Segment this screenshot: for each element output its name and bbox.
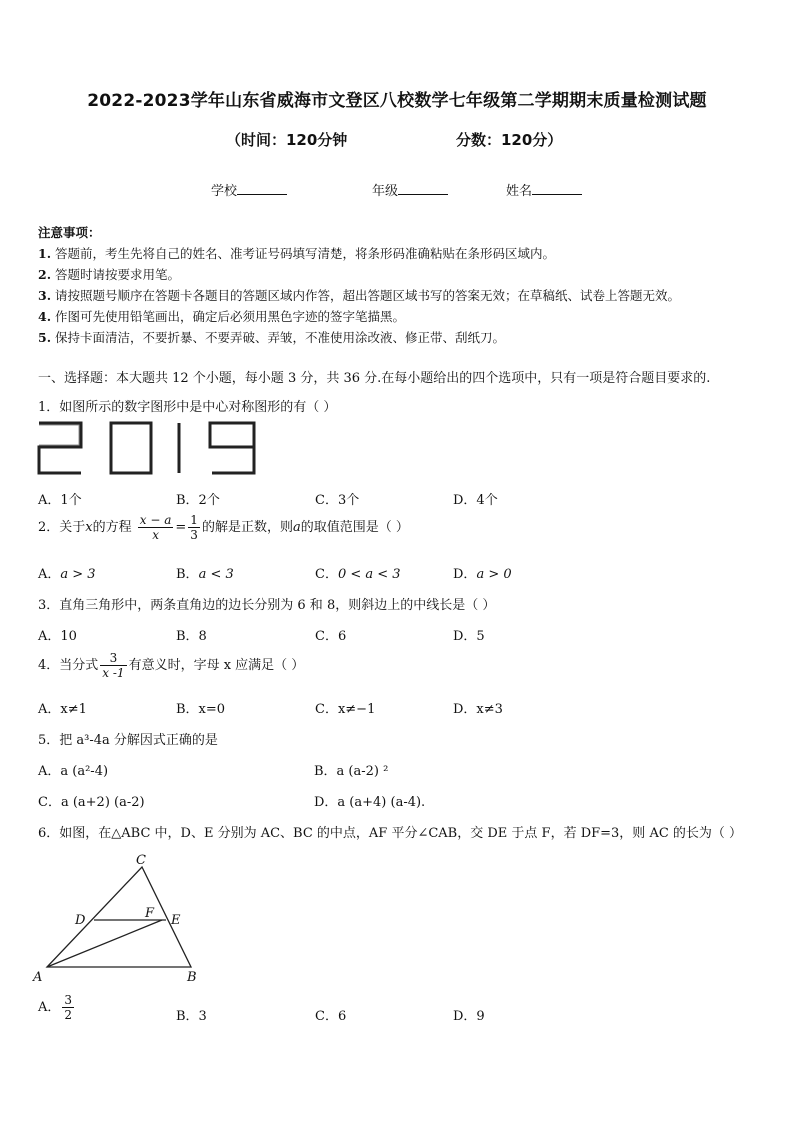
q2-option-a[interactable]: A．a > 3 [38, 567, 96, 582]
q4-option-a[interactable]: A．x≠1 [38, 702, 87, 717]
note-item: 4. 作图可先使用铅笔画出，确定后必须用黑色字迹的签字笔描黑。 [38, 309, 406, 324]
q2-option-c[interactable]: C．0 < a < 3 [315, 567, 401, 582]
q4-option-d[interactable]: D．x≠3 [453, 702, 503, 717]
q2-fraction-right: $\frac{1}{3}$ [190, 513, 198, 542]
question-4-stem: 4．当分式 $\frac{3}{x -1}$ 有意义时，字母 x 应满足（ ） [38, 651, 305, 680]
notes-heading: 注意事项： [38, 225, 101, 240]
grade-label: 年级 [372, 184, 399, 199]
q1-option-d[interactable]: D．4个 [453, 493, 498, 508]
digit-9-shape [210, 423, 254, 473]
exam-score: 分数：120分） [456, 131, 563, 149]
q3-option-d[interactable]: D．5 [453, 629, 485, 644]
q5-option-c[interactable]: C．a (a+2) (a-2) [38, 795, 145, 810]
label-e: E [171, 913, 181, 928]
note-item: 5. 保持卡面清洁，不要折暴、不要弄破、弄皱，不准使用涂改液、修正带、刮纸刀。 [38, 330, 506, 345]
note-item: 3. 请按照题号顺序在答题卡各题目的答题区域内作答，超出答题区域书写的答案无效；在草稿纸、试卷上答题无效。 [38, 288, 681, 303]
q2-fraction-left: $\frac{x - a}{x}$ [139, 513, 172, 542]
q6-option-a[interactable]: A． $\frac{3}{2}$ [38, 993, 73, 1022]
q5-option-d[interactable]: D．a (a+4) (a-4). [314, 795, 426, 810]
exam-time: （时间：120分钟 [226, 131, 348, 149]
question-5-stem: 5．把 a³-4a 分解因式正确的是 [38, 733, 218, 748]
page-title: 2022-2023学年山东省威海市文登区八校数学七年级第二学期期末质量检测试题 [87, 91, 707, 111]
label-f: F [145, 906, 155, 921]
digit-2-shape [39, 423, 81, 473]
digit-figure-2019 [36, 420, 258, 478]
triangle-abc [47, 867, 191, 967]
label-c: C [136, 853, 146, 868]
name-blank[interactable] [532, 182, 582, 195]
label-b: B [187, 970, 197, 985]
q4-fraction: $\frac{3}{x -1}$ [102, 651, 125, 680]
grade-blank[interactable] [398, 182, 448, 195]
q6-option-d[interactable]: D．9 [453, 1009, 485, 1024]
q1-option-b[interactable]: B．2个 [176, 493, 220, 508]
q3-option-a[interactable]: A．10 [38, 629, 77, 644]
q4-option-b[interactable]: B．x=0 [176, 702, 226, 717]
q5-option-a[interactable]: A．a (a²-4) [38, 764, 109, 779]
name-label: 姓名 [506, 184, 533, 199]
section-heading: 一、选择题：本大题共 12 个小题，每小题 3 分，共 36 分.在每小题给出的四个选项中，只有一项是符合题目要求的. [38, 371, 711, 386]
q6-optA-fraction: $\frac{3}{2}$ [64, 993, 73, 1022]
q6-option-c[interactable]: C．6 [315, 1009, 347, 1024]
q1-option-a[interactable]: A．1个 [38, 493, 82, 508]
q4-option-c[interactable]: C．x≠−1 [315, 702, 376, 717]
question-6-stem: 6．如图，在△ABC 中，D、E 分别为 AC、BC 的中点，AF 平分∠CAB，交 DE 于点 F，若 DF=3，则 AC 的长为（ ） [38, 826, 743, 841]
question-3-stem: 3．直角三角形中，两条直角边的边长分别为 6 和 8，则斜边上的中线长是（ ） [38, 598, 496, 613]
name-field[interactable] [506, 180, 582, 199]
grade-field[interactable] [372, 180, 448, 199]
question-1-stem: 1．如图所示的数字图形中是中心对称图形的有（ ） [38, 400, 337, 415]
q6-option-b[interactable]: B．3 [176, 1009, 207, 1024]
question-2-stem: 2．关于x的方程 $\frac{x - a}{x}$ = $\frac{1}{3}$ 的解是正数，则a的取值范围是（ ） [38, 513, 409, 542]
triangle-figure [30, 850, 210, 988]
q1-option-c[interactable]: C．3个 [315, 493, 360, 508]
school-field[interactable] [211, 180, 287, 199]
q3-option-c[interactable]: C．6 [315, 629, 347, 644]
label-a: A [33, 970, 43, 985]
q2-option-b[interactable]: B．a < 3 [176, 567, 234, 582]
note-item: 2. 答题时请按要求用笔。 [38, 267, 181, 282]
q3-option-b[interactable]: B．8 [176, 629, 207, 644]
note-item: 1. 答题前，考生先将自己的姓名、准考证号码填写清楚，将条形码准确粘贴在条形码区域内。 [38, 246, 556, 261]
digit-0-shape [111, 423, 151, 473]
school-blank[interactable] [237, 182, 287, 195]
q5-option-b[interactable]: B．a (a-2) ² [314, 764, 389, 779]
q2-option-d[interactable]: D．a > 0 [453, 567, 512, 582]
school-label: 学校 [211, 184, 238, 199]
segment-af [47, 920, 162, 967]
label-d: D [75, 913, 86, 928]
notes [38, 222, 680, 348]
